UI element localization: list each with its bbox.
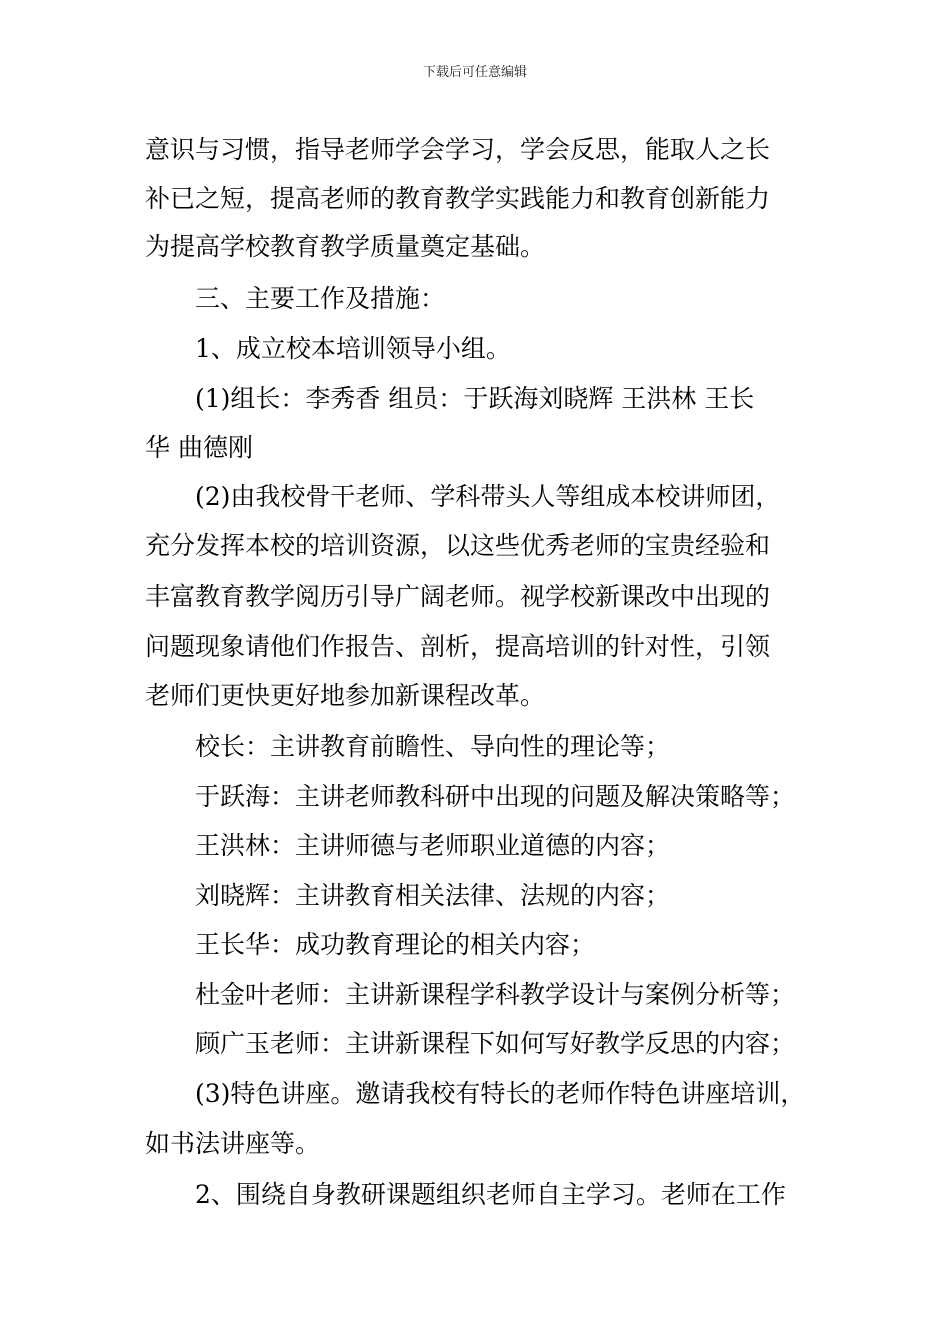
lecturer-line-6: 杜金叶老师：主讲新课程学科教学设计与案例分析等； (195, 980, 796, 1009)
body-line-2: 补已之短，提高老师的教育教学实践能力和教育创新能力 (145, 184, 771, 213)
section-heading: 三、主要工作及措施： (195, 284, 446, 313)
body-line-7: 华 曲德刚 (145, 433, 253, 462)
item-heading-1: 1、成立校本培训领导小组。 (195, 334, 511, 363)
lecturer-line-3: 王洪林：主讲师德与老师职业道德的内容； (195, 831, 671, 860)
lecturer-line-5: 王长华：成功教育理论的相关内容； (195, 930, 596, 959)
lecturer-line-7: 顾广玉老师：主讲新课程下如何写好教学反思的内容； (195, 1029, 796, 1058)
lecturer-line-2: 于跃海：主讲老师教科研中出现的问题及解决策略等； (195, 782, 796, 811)
body-line-10: 丰富教育教学阅历引导广阔老师。视学校新课改中出现的 (145, 582, 771, 611)
page-header: 下载后可任意编辑 (422, 65, 527, 80)
body-line-6: (1)组长：李秀香 组员：于跃海刘晓辉 王洪林 王长 (195, 384, 755, 413)
body-line-20: (3)特色讲座。邀请我校有特长的老师作特色讲座培训， (195, 1079, 806, 1108)
body-line-12: 老师们更快更好地参加新课程改革。 (145, 681, 546, 710)
lecturer-line-1: 校长：主讲教育前瞻性、导向性的理论等； (195, 732, 671, 761)
body-line-9: 充分发挥本校的培训资源，以这些优秀老师的宝贵经验和 (145, 531, 771, 560)
body-line-3: 为提高学校教育教学质量奠定基础。 (145, 232, 546, 261)
lecturer-line-4: 刘晓辉：主讲教育相关法律、法规的内容； (195, 881, 671, 910)
body-line-11: 问题现象请他们作报告、剖析，提高培训的针对性，引领 (145, 632, 771, 661)
body-line-8: (2)由我校骨干老师、学科带头人等组成本校讲师团， (195, 482, 781, 511)
item-heading-2: 2、围绕自身教研课题组织老师自主学习。老师在工作 (195, 1180, 786, 1209)
body-line-21: 如书法讲座等。 (145, 1129, 321, 1158)
body-line-1: 意识与习惯，指导老师学会学习，学会反思，能取人之长 (145, 135, 771, 164)
